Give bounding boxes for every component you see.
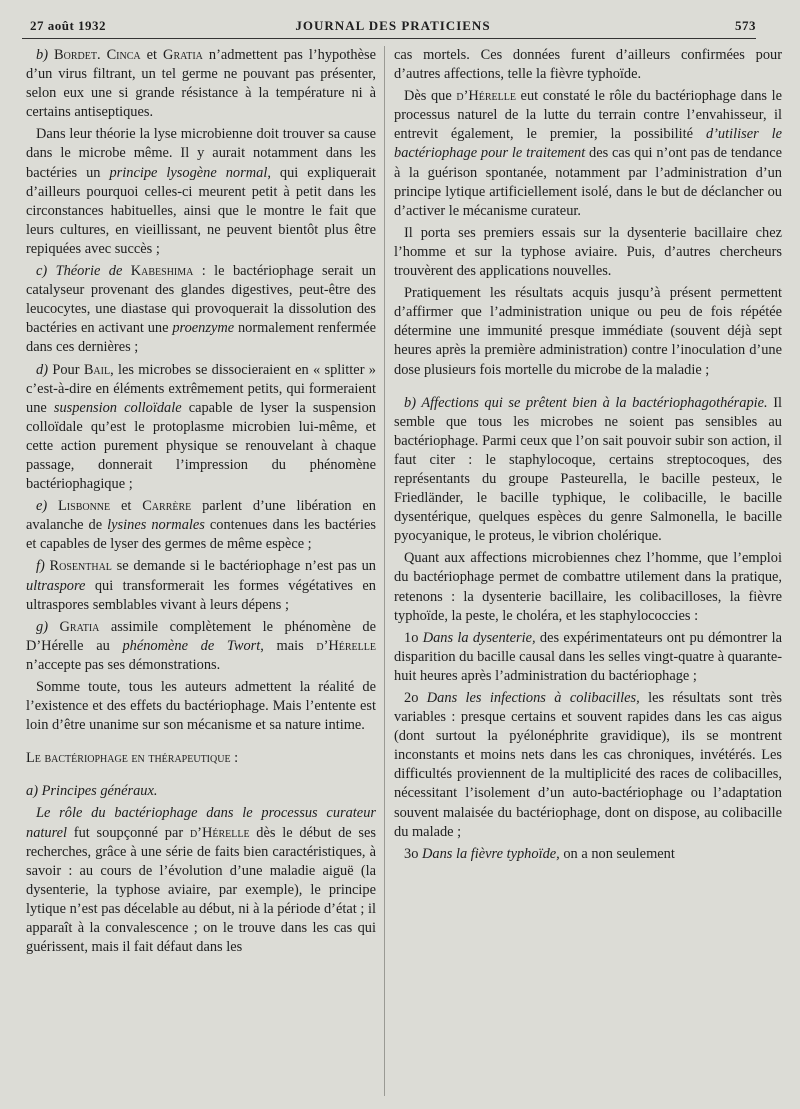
paragraph: c) Théorie de Kabeshima : le bactériophage serait un catalyseur provenant des glandes digestives, peut-être des leucocytes, une diastase qui provoquerait la dissolution des bactéries en activant une proenzyme normalement renfermée dans ces dernières ; <box>26 263 376 356</box>
paragraph: 2o Dans les infections à colibacilles, les résultats sont très variables : presque certains et souvent rapides dans les cas aigus (dont surtout la pyélonéphrite gravidique), ils se montrent inconstants et moins nets dans les cas chroniques, invétérés. Les difficultés proviennent de la multiplicité des races de colibacilles, nécessitant l’isolement d’un auto-bactériophage ou l’adaptation souvent malaisée du bactériophage, dont on dispose, au colibacille du malade ; <box>394 690 782 840</box>
paragraph: b) Affections qui se prêtent bien à la bactériophagothérapie. Il semble que tous les microbes ne soient pas sensibles au bactériophage. Parmi ceux que l’on sait pouvoir subir son action, il faut citer : le staphylocoque, certains streptocoques, des représentants du groupe Pasteurella, le bacille pesteux, le Friedländer, le bacille typhique, le colibacille, le bacille dysentérique, quelques espèces du genre Salmonella, le bacille pyocyanique, le proteus, le vibrion cholérique. <box>394 394 783 545</box>
left-column <box>26 46 376 957</box>
right-column <box>394 46 782 864</box>
page-number: 573 <box>735 18 756 33</box>
paragraph: 1o Dans la dysenterie, des expérimentateurs ont pu démontrer la disparition du bacille causal dans les selles vingt-quatre à quarante-huit heures après l’administration du bactériophage ; <box>394 629 783 684</box>
paragraph: Pratiquement les résultats acquis jusqu’à présent permettent d’affirmer que l’administration unique ou peu de fois répétée détermine une immunité presque immédiate (souvent déjà sept heures après la première administration) contre l’inoculation d’une dose plusieurs fois mortelle du microbe de la maladie ; <box>394 285 782 378</box>
paragraph: e) Lisbonne et Carrère parlent d’une libération en avalanche de lysines normales contenues dans les bactéries et capables de lyser des germes de même espèce ; <box>26 498 376 553</box>
section-heading: Le bactériophage en thérapeutique : <box>26 750 239 767</box>
paragraph: Il porta ses premiers essais sur la dysenterie bacillaire chez l’homme et sur la typhose aviaire. Puis, d’autres chercheurs trouvèrent des applications nouvelles. <box>394 224 782 280</box>
paragraph: f) Rosenthal se demande si le bactériophage n’est pas un ultraspore qui transformerait les formes végétatives en ultraspores semblables vivant à leurs dépens ; <box>26 558 376 613</box>
subsection-heading: a) Principes généraux. <box>26 783 158 800</box>
column-divider <box>384 46 385 1096</box>
paragraph: Somme toute, tous les auteurs admettent la réalité de l’existence et des effets du bactériophage. Mais l’entente est loin d’être unanime sur son mécanisme et sa nature intime. <box>26 679 376 734</box>
issue-date: 27 août 1932 <box>30 18 107 33</box>
journal-title: JOURNAL DES PRATICIENS <box>295 18 491 33</box>
paragraph: Dans leur théorie la lyse microbienne doit trouver sa cause dans le microbe même. Il y aurait notamment dans les bactéries un principe lysogène normal, qui expliquerait d’ailleurs pourquoi celles-ci meurent petit à petit dans les circonstances habituelles, ainsi que le montre le fait que leurs cultures, en vieillissant, ne peuvent bientôt plus être repiquées avec succès ; <box>26 126 376 257</box>
paragraph: Quant aux affections microbiennes chez l’homme, que l’emploi du bactériophage permet de combattre utilement dans la pratique, retenons : la dysenterie bacillaire, les colibacilloses, la fièvre typhoïde, la peste, le choléra, et les staphylococcies : <box>394 550 782 624</box>
running-header <box>30 18 756 40</box>
paragraph: Le rôle du bactériophage dans le processus curateur naturel fut soupçonné par d’Hérelle dès le début de ses recherches, grâce à une série de faits bien caractéristiques, à savoir : au cours de l’évolution d’une maladie aiguë (la dysenterie, la typhose aviaire, par exemple), le principe lytique n’est pas décelable au début, ni à la période d’état ; il apparaît à la convalescence ; on le trouve dans les cas qui guérissent, mais il fait défaut dans les <box>26 805 376 956</box>
paragraph: g) Gratia assimile complètement le phénomène de D’Hérelle au phénomène de Twort, mais d’Hérelle n’accepte pas ses démonstrations. <box>26 618 377 673</box>
paragraph: Dès que d’Hérelle eut constaté le rôle du bactériophage dans le processus naturel de la lutte du terrain contre l’envahisseur, il entrevit également, le premier, la possibilité d’utiliser le bactériophage pour le traitement des cas qui n’ont pas de tendance à la guérison spontanée, notamment par l’administration d’un principe lytique artificiellement isolé, dans le but de déclancher ou d’activer le mécanisme curateur. <box>394 88 783 219</box>
paragraph: b) Bordet. Cinca et Gratia n’admettent pas l’hypothèse d’un virus filtrant, un tel germe ne pouvant pas présenter, selon eux une si grande résistance à la température ni à certains antiseptiques. <box>26 47 376 121</box>
paragraph: d) Pour Bail, les microbes se dissocieraient en « splitter » c’est-à-dire en éléments extrêmement petits, qui formeraient une suspension colloïdale capable de lyser la suspension colloïdale qu’est le protoplasme microbien lui-même, et cette action purement physique se renouvelant à chaque passage, donnerait l’impression du phénomène bactériophagique ; <box>26 361 376 493</box>
paragraph: cas mortels. Ces données furent d’ailleurs confirmées pour d’autres affections, telle la fièvre typhoïde. <box>394 47 782 83</box>
header-rule <box>22 38 756 39</box>
paragraph: 3o Dans la fièvre typhoïde, on a non seulement <box>404 845 675 862</box>
